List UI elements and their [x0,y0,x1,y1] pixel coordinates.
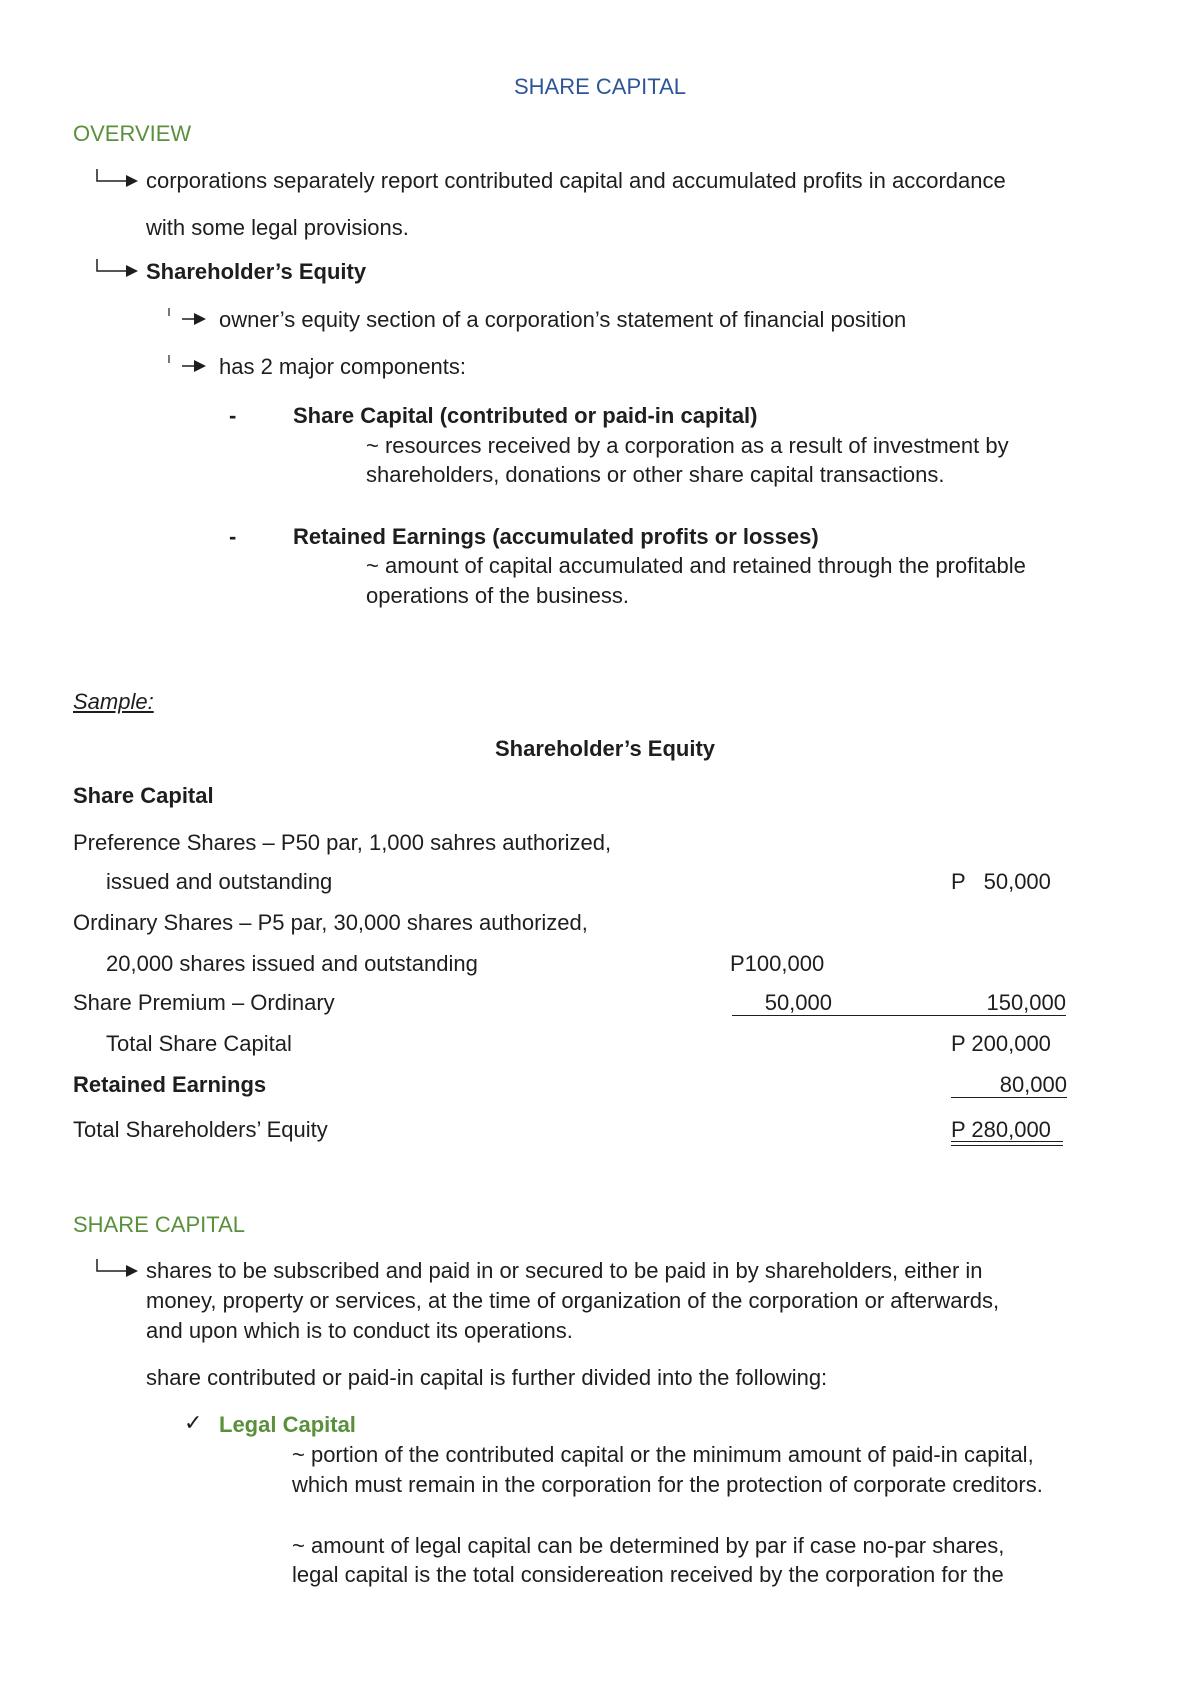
statement-title: Shareholder’s Equity [494,736,716,761]
corner-arrow-icon [96,1258,144,1278]
share-capital-def-line: money, property or services, at the time of organization of the corporation or afterwards, [146,1288,1000,1313]
legal-capital-title: Legal Capital [219,1412,356,1437]
legal-capital-desc-line: legal capital is the total considereation received by the corporation for the [292,1562,1004,1587]
equity-sub-item-2: has 2 major components: [219,354,467,379]
share-capital-heading: SHARE CAPITAL [73,1212,245,1237]
legal-capital-desc-line: ~ amount of legal capital can be determined by par if case no-par shares, [292,1533,1005,1558]
dash-bullet: - [229,403,237,428]
component-title: Share Capital (contributed or paid-in capital) [293,403,758,428]
divided-into-text: share contributed or paid-in capital is further divided into the following: [146,1365,828,1390]
checkmark-icon: ✓ [184,1411,203,1436]
share-capital-def-line: and upon which is to conduct its operations. [146,1318,573,1343]
retained-earnings-label: Retained Earnings [73,1072,267,1097]
corner-arrow-icon [168,306,212,326]
share-premium-label: Share Premium – Ordinary [73,990,335,1015]
shareholders-equity-heading: Shareholder’s Equity [146,259,367,284]
equity-sub-item-1: owner’s equity section of a corporation’s statement of financial position [219,307,907,332]
preference-shares-amount: P 50,000 [951,869,1051,894]
legal-capital-desc-line: which must remain in the corporation for the protection of corporate creditors. [292,1472,1043,1497]
share-premium-amount: 50,000 [764,990,832,1015]
total-double-underline [951,1145,1063,1146]
document-title: SHARE CAPITAL [514,74,686,99]
ordinary-shares-line2: 20,000 shares issued and outstanding [106,951,478,976]
retained-earnings-amount: 80,000 [999,1072,1067,1097]
overview-item1-line1: corporations separately report contributed capital and accumulated profits in accordance [146,168,1006,193]
preference-shares-line2: issued and outstanding [106,869,333,894]
retained-underline [951,1097,1067,1098]
ordinary-shares-line1: Ordinary Shares – P5 par, 30,000 shares authorized, [73,910,588,935]
share-premium-subtotal: 150,000 [986,990,1066,1015]
overview-heading: OVERVIEW [73,121,192,146]
component-desc-line: operations of the business. [366,583,629,608]
share-capital-subheading: Share Capital [73,783,214,808]
corner-arrow-icon [96,258,144,278]
share-capital-def-line: shares to be subscribed and paid in or secured to be paid in by shareholders, either in [146,1258,983,1283]
dash-bullet: - [229,524,237,549]
total-share-capital-amount: P 200,000 [951,1031,1051,1056]
subtotal-underline [732,1015,1066,1016]
total-equity-amount: P 280,000 [951,1117,1051,1142]
legal-capital-desc-line: ~ portion of the contributed capital or the minimum amount of paid-in capital, [292,1442,1034,1467]
overview-item1-line2: with some legal provisions. [146,215,409,240]
corner-arrow-icon [168,353,212,373]
component-desc-line: ~ resources received by a corporation as a result of investment by [366,433,1009,458]
component-desc-line: shareholders, donations or other share capital transactions. [366,462,945,487]
total-double-underline [951,1141,1063,1142]
preference-shares-line1: Preference Shares – P50 par, 1,000 sahres authorized, [73,830,612,855]
component-title: Retained Earnings (accumulated profits or losses) [293,524,819,549]
total-share-capital-label: Total Share Capital [106,1031,292,1056]
sample-label: Sample: [73,689,154,714]
ordinary-shares-amount: P100,000 [730,951,825,976]
total-equity-label: Total Shareholders’ Equity [73,1117,328,1142]
corner-arrow-icon [96,168,144,188]
component-desc-line: ~ amount of capital accumulated and retained through the profitable [366,553,1026,578]
